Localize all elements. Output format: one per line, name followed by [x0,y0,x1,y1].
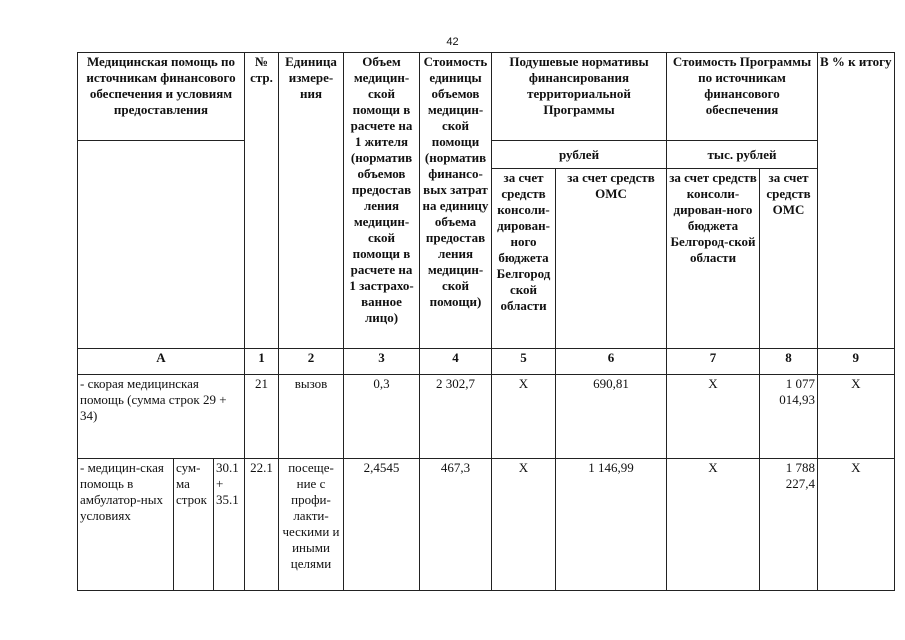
header-col-no: № стр. [245,53,279,349]
col-number-3: 3 [344,349,420,375]
row-c6: 690,81 [556,375,667,459]
financing-table [77,52,895,591]
page-number: 42 [446,36,459,48]
col-number-a: А [78,349,245,375]
header-sub-regional-budget-5: за счет средств консоли-дирован-ного бюджета Белгород ской области [492,169,556,349]
header-col-a: Медицинская помощь по источникам финансового обеспечения и условиям предоставления [78,53,245,141]
row-c9: Х [818,375,895,459]
col-number-2: 2 [279,349,344,375]
row-cost: 467,3 [420,459,492,591]
row-c8: 1 788 227,4 [760,459,818,591]
row-line: 22.1 [245,459,279,591]
row-c6: 1 146,99 [556,459,667,591]
header-unit-thousand-rub: тыс. рублей [667,141,818,169]
header-col-per-capita: Подушевые нормативы финансирования территориальной Программы [492,53,667,141]
col-number-4: 4 [420,349,492,375]
row-c5: Х [492,375,556,459]
header-col-program-cost: Стоимость Программы по источникам финансового обеспечения [667,53,818,141]
row-line: 21 [245,375,279,459]
col-number-8: 8 [760,349,818,375]
col-number-5: 5 [492,349,556,375]
header-col-cost: Стоимость единицы объемов медицин-ской помощи (норматив финансо-вых затрат на единицу объема предостав ления медицин-ской помощи) [420,53,492,349]
row-name: - скорая медицинская помощь (сумма строк 29 + 34) [78,375,245,459]
header-col-a-cont [78,141,245,349]
header-sub-regional-budget-7: за счет средств консоли-дирован-ного бюджета Белгород-ской области [667,169,760,349]
row-cost: 2 302,7 [420,375,492,459]
col-number-6: 6 [556,349,667,375]
header-sub-oms-8: за счет средств ОМС [760,169,818,349]
table-row [78,459,895,591]
table-row [78,375,895,459]
row-volume: 0,3 [344,375,420,459]
row-c5: Х [492,459,556,591]
header-col-unit: Единица измере-ния [279,53,344,349]
col-number-7: 7 [667,349,760,375]
col-number-9: 9 [818,349,895,375]
header-sub-oms-6: за счет средств ОМС [556,169,667,349]
header-unit-rub: рублей [492,141,667,169]
header-col-percent: В % к итогу [818,53,895,349]
row-unit: посеще-ние с профи-лакти-ческими и иными целями [279,459,344,591]
header-col-volume: Объем медицин-ской помощи в расчете на 1 жителя (норматив объемов предостав ления медицин-ской помощи в расчете на 1 застрахо-ванное лицо) [344,53,420,349]
row-sum-rows: 30.1 + 35.1 [214,459,245,591]
row-c7: Х [667,375,760,459]
row-c7: Х [667,459,760,591]
row-name: - медицин-ская помощь в амбулатор-ных условиях [78,459,174,591]
row-c9: Х [818,459,895,591]
col-number-1: 1 [245,349,279,375]
row-c8: 1 077 014,93 [760,375,818,459]
row-volume: 2,4545 [344,459,420,591]
row-sum-label: сум-ма строк [174,459,214,591]
row-unit: вызов [279,375,344,459]
